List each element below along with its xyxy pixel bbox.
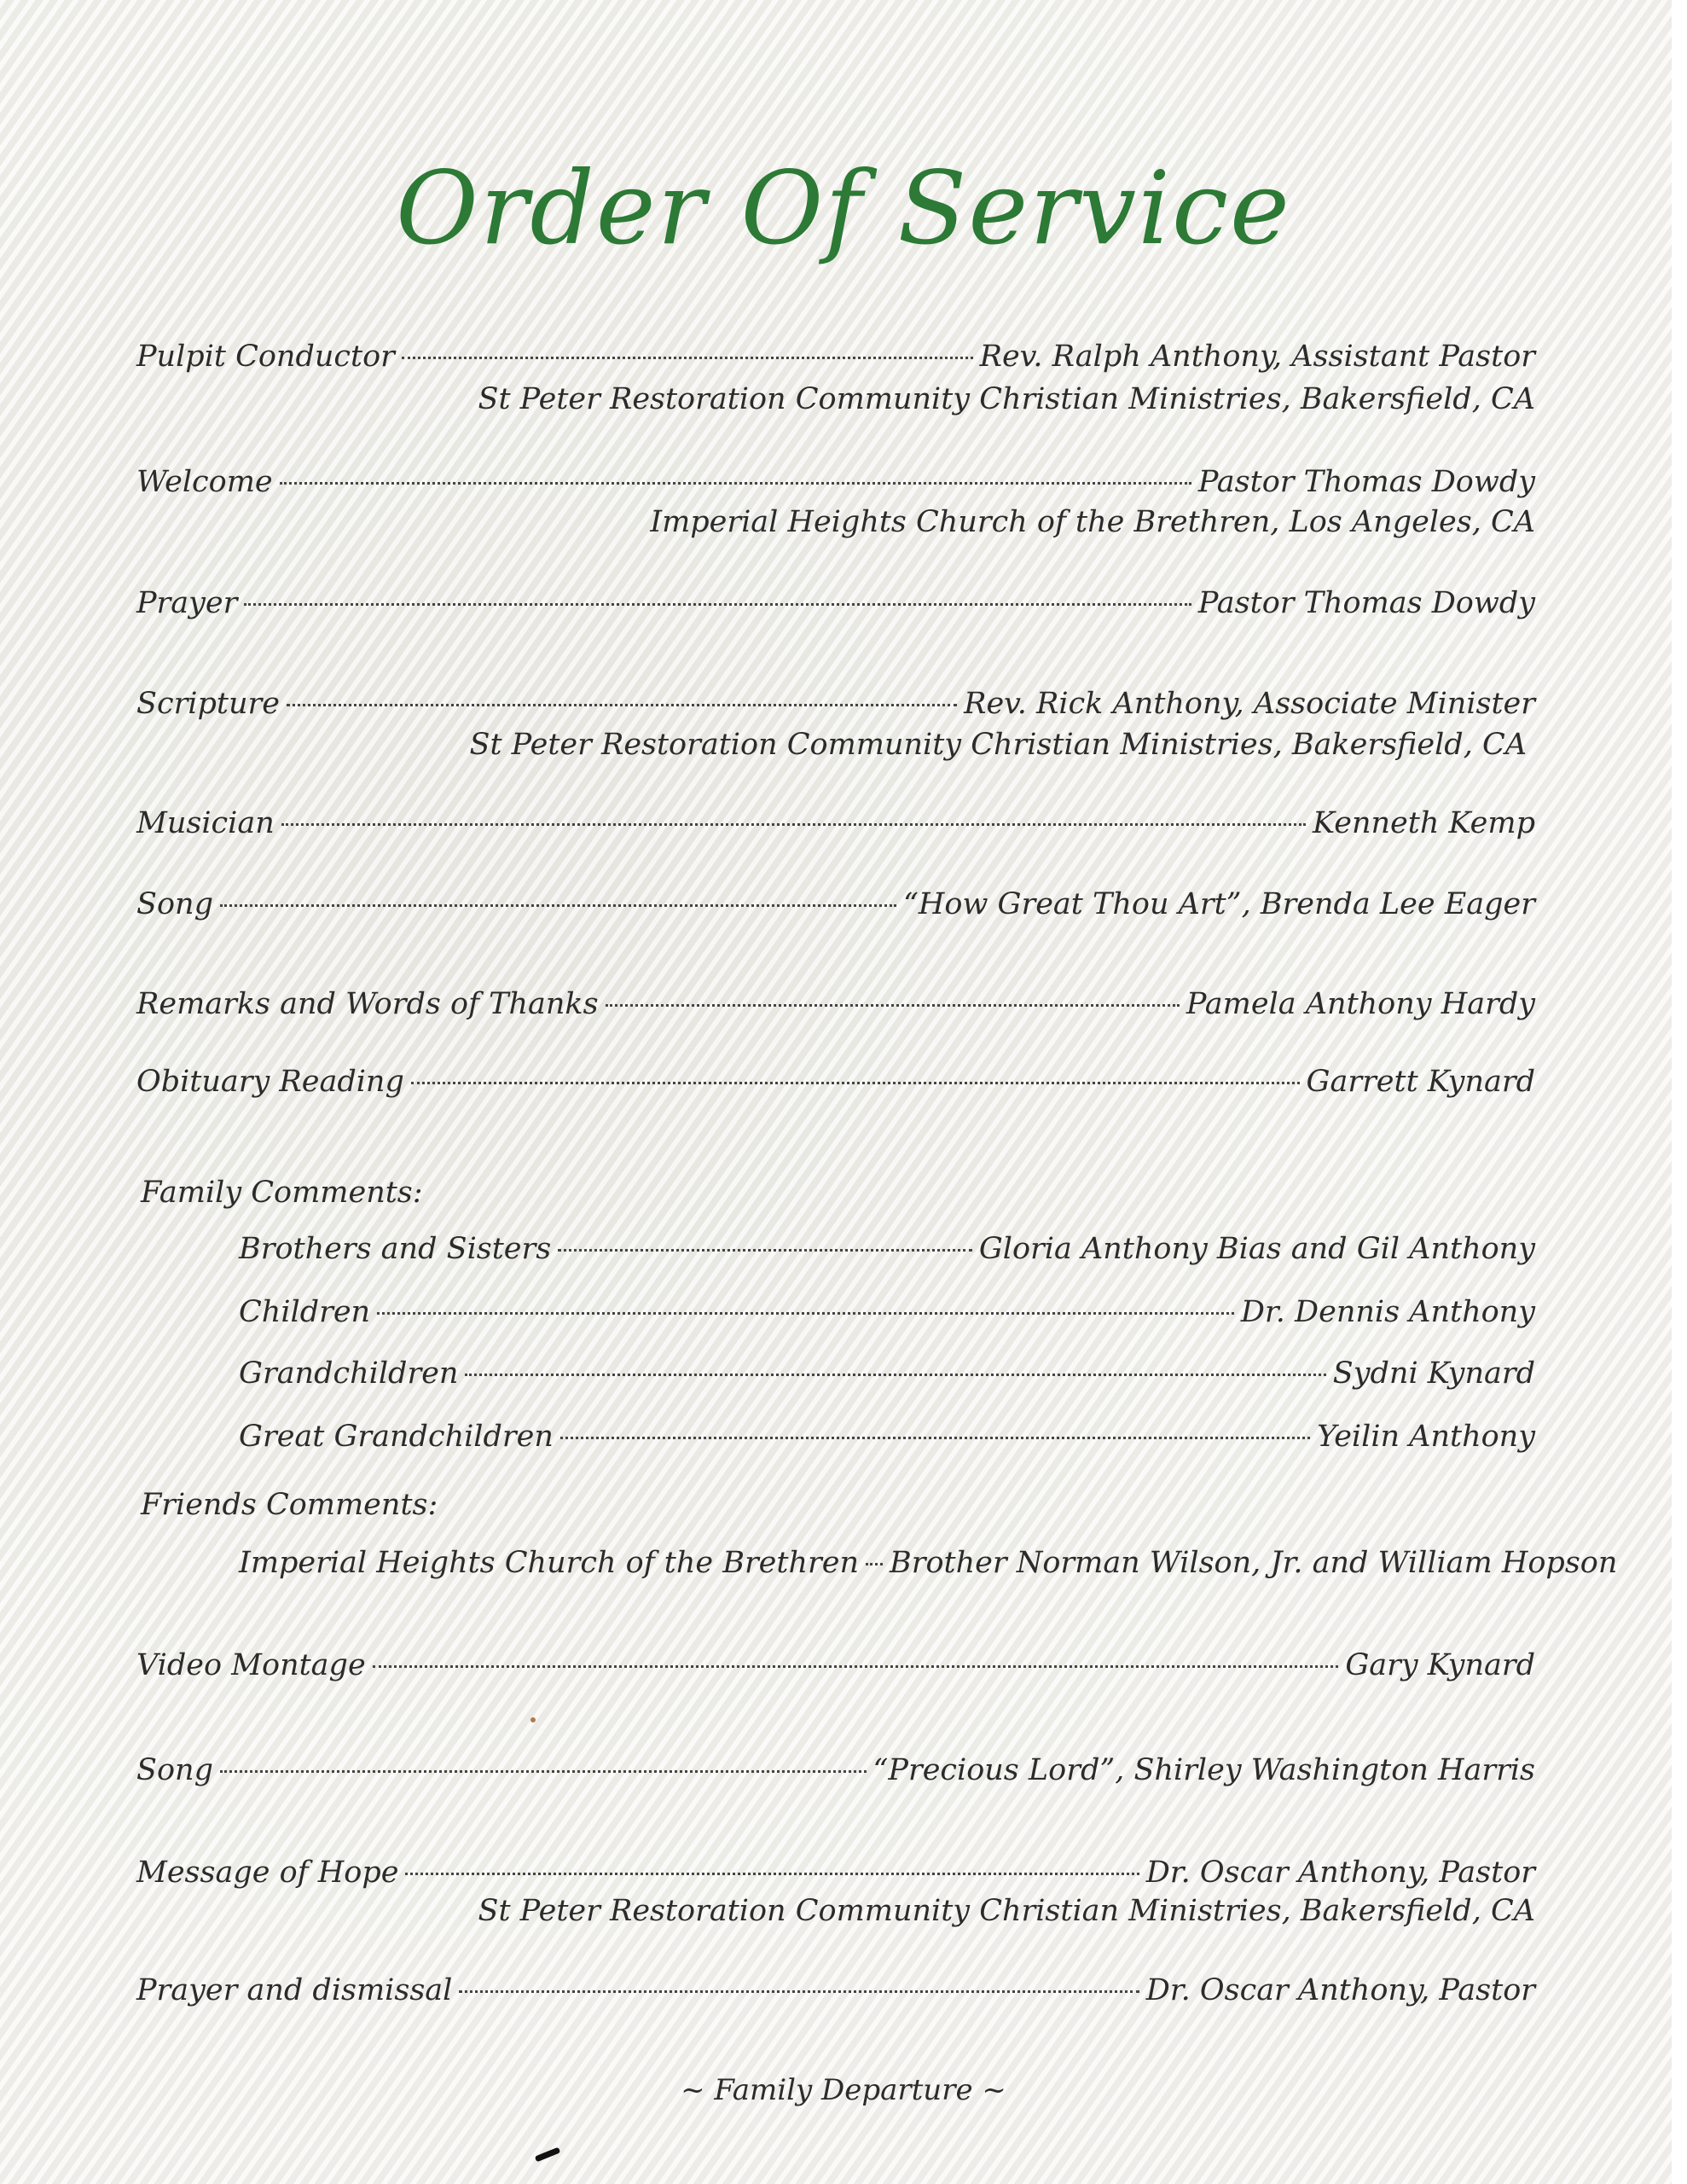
service-item-obituary xyxy=(136,1065,1535,1099)
item-label: Scripture xyxy=(136,687,280,721)
friends-item xyxy=(239,1546,1618,1580)
leader-dots xyxy=(280,482,1191,485)
item-label: Prayer xyxy=(136,586,238,620)
item-value: Kenneth Kemp xyxy=(1313,806,1535,840)
item-label: Song xyxy=(136,887,213,921)
service-item-pulpit-conductor xyxy=(136,340,1535,374)
leader-dots xyxy=(244,603,1191,606)
leader-dots xyxy=(287,704,957,706)
item-label: Video Montage xyxy=(136,1648,366,1682)
service-item-message-of-hope xyxy=(136,1856,1535,1890)
item-value: Garrett Kynard xyxy=(1306,1065,1535,1099)
leader-dots xyxy=(558,1249,972,1252)
item-value: Brother Norman Wilson, Jr. and William Hopson xyxy=(890,1546,1618,1580)
service-item-scripture xyxy=(136,687,1535,721)
item-value: “How Great Thou Art”, Brenda Lee Eager xyxy=(902,887,1535,921)
friends-comments-heading: Friends Comments: xyxy=(141,1488,438,1522)
family-item-siblings xyxy=(239,1232,1535,1266)
paper-speck xyxy=(530,1717,536,1722)
item-value: Dr. Oscar Anthony, Pastor xyxy=(1145,1973,1535,2007)
leader-dots xyxy=(377,1312,1234,1315)
item-value: Pamela Anthony Hardy xyxy=(1186,987,1535,1021)
item-label: Message of Hope xyxy=(136,1856,399,1890)
leader-dots xyxy=(459,1990,1139,1993)
leader-dots xyxy=(606,1004,1180,1007)
item-value: Pastor Thomas Dowdy xyxy=(1197,465,1535,499)
item-label: Pulpit Conductor xyxy=(136,340,395,374)
item-affiliation: St Peter Restoration Community Christian Ministries, Bakersfield, CA xyxy=(478,1894,1535,1928)
family-item-children xyxy=(239,1295,1535,1329)
leader-dots xyxy=(402,357,973,359)
leader-dots xyxy=(866,1563,883,1565)
family-departure-footer: ~ Family Departure ~ xyxy=(681,2073,1006,2107)
leader-dots xyxy=(411,1082,1300,1084)
ink-mark xyxy=(535,2147,560,2163)
service-item-song-2 xyxy=(136,1753,1535,1787)
leader-dots xyxy=(405,1873,1139,1875)
leader-dots xyxy=(373,1665,1339,1668)
service-item-video-montage xyxy=(136,1648,1535,1682)
item-label: Prayer and dismissal xyxy=(136,1973,453,2007)
family-item-great-grandchildren xyxy=(239,1420,1535,1454)
service-item-remarks xyxy=(136,987,1535,1021)
item-affiliation: Imperial Heights Church of the Brethren, Los Angeles, CA xyxy=(650,505,1535,539)
service-item-song xyxy=(136,887,1535,921)
item-value: Gary Kynard xyxy=(1345,1648,1535,1682)
page-title: Order Of Service xyxy=(396,149,1291,267)
item-label: Brothers and Sisters xyxy=(239,1232,552,1266)
leader-dots xyxy=(560,1437,1310,1439)
leader-dots xyxy=(220,904,896,907)
service-item-prayer-dismissal xyxy=(136,1973,1535,2007)
item-label: Great Grandchildren xyxy=(239,1420,554,1454)
page-edge xyxy=(1672,0,1687,2184)
leader-dots xyxy=(465,1374,1325,1376)
item-label: Imperial Heights Church of the Brethren xyxy=(239,1546,859,1580)
item-label: Grandchildren xyxy=(239,1356,459,1391)
item-value: Gloria Anthony Bias and Gil Anthony xyxy=(978,1232,1535,1266)
service-item-welcome xyxy=(136,465,1535,499)
leader-dots xyxy=(220,1770,867,1773)
family-comments-heading: Family Comments: xyxy=(141,1176,423,1210)
item-label: Remarks and Words of Thanks xyxy=(136,987,599,1021)
service-item-prayer xyxy=(136,586,1535,620)
item-value: Rev. Rick Anthony, Associate Minister xyxy=(964,687,1535,721)
item-label: Song xyxy=(136,1753,213,1787)
leader-dots xyxy=(281,823,1306,826)
family-item-grandchildren xyxy=(239,1356,1535,1391)
service-item-musician xyxy=(136,806,1535,840)
item-label: Obituary Reading xyxy=(136,1065,404,1099)
item-label: Welcome xyxy=(136,465,273,499)
item-value: Rev. Ralph Anthony, Assistant Pastor xyxy=(979,340,1535,374)
item-value: “Precious Lord”, Shirley Washington Harris xyxy=(872,1753,1535,1787)
item-label: Musician xyxy=(136,806,275,840)
item-value: Pastor Thomas Dowdy xyxy=(1197,586,1535,620)
item-value: Sydni Kynard xyxy=(1332,1356,1535,1391)
item-affiliation: St Peter Restoration Community Christian Ministries, Bakersfield, CA xyxy=(469,728,1527,762)
item-affiliation: St Peter Restoration Community Christian Ministries, Bakersfield, CA xyxy=(478,382,1535,416)
item-label: Children xyxy=(239,1295,371,1329)
item-value: Dr. Dennis Anthony xyxy=(1240,1295,1535,1329)
item-value: Yeilin Anthony xyxy=(1317,1420,1535,1454)
item-value: Dr. Oscar Anthony, Pastor xyxy=(1145,1856,1535,1890)
